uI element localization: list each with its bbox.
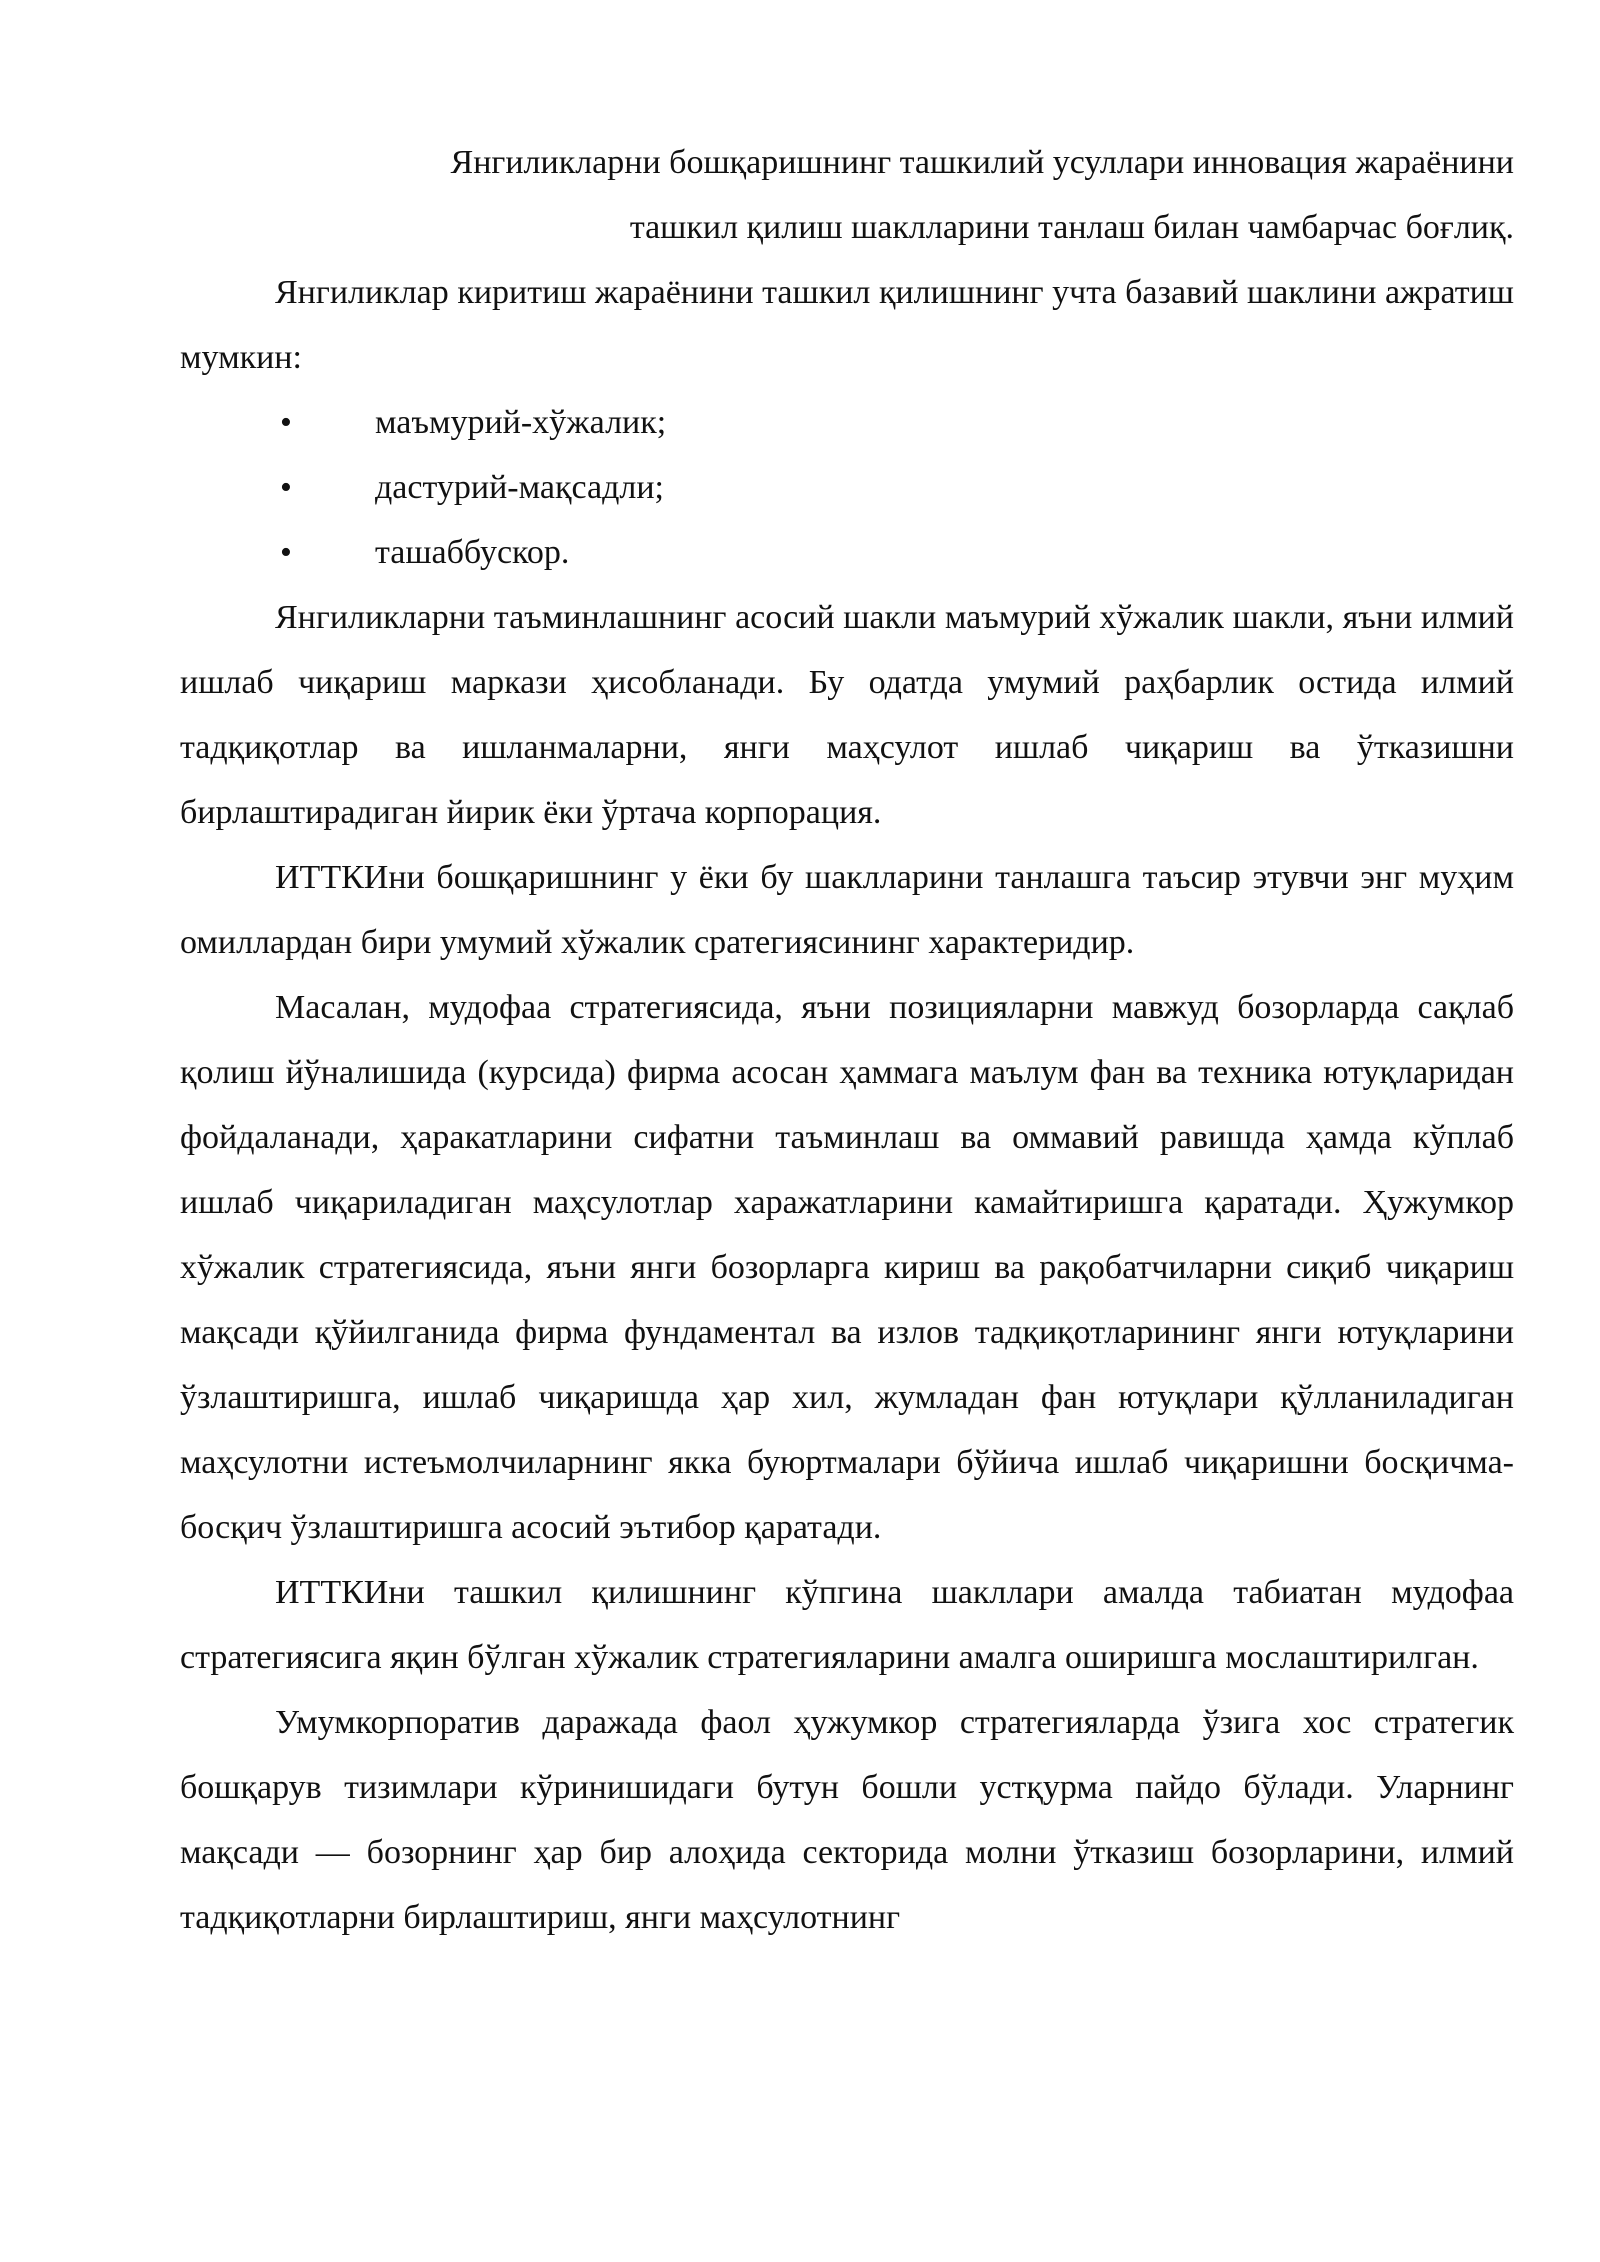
paragraph-forms-intro: Янгиликлар киритиш жараёнини ташкил қилишнинг учта базавий шаклини ажратиш мумкин: xyxy=(180,274,1514,376)
bullet-list xyxy=(180,390,1514,585)
bullet-marker: • xyxy=(280,404,292,441)
paragraph-strategy-factor: ИТТКИни бошқаришнинг у ёки бу шаклларини танлашга таъсир этувчи энг муҳим омиллардан бири умумий хўжалик сратегиясининг характеридир. xyxy=(180,859,1514,961)
paragraph-defense-strategy: Масалан, мудофаа стратегиясида, яъни позицияларни мавжуд бозорларда сақлаб қолиш йўналишида (курсида) фирма асосан ҳаммага маълум фан ва техника ютуқларидан фойдаланади, ҳаракатларини сифатни таъминлаш ва оммавий равишда ҳамда кўплаб ишлаб чиқариладиган маҳсулотлар харажатларини камайтиришга қаратади. Ҳужумкор хўжалик стратегиясида, яъни янги бозорларга кириш ва рақобатчиларни сиқиб чиқариш мақсади қўйилганида фирма фундаментал ва излов тадқиқотларининг янги ютуқларини ўзлаштиришга, ишлаб чиқаришда ҳар хил, жумладан фан ютуқлари қўлланиладиган маҳсулотни истеъмолчиларнинг якка буюртмалари бўйича ишлаб чиқаришни босқичма-босқич ўзлаштиришга асосий эътибор қаратади. xyxy=(180,989,1514,1546)
list-item xyxy=(180,390,1514,455)
intro-line-1: Янгиликларни бошқаришнинг ташкилий усуллари инновация жараёнини xyxy=(450,144,1514,181)
list-item xyxy=(180,520,1514,585)
bullet-marker: • xyxy=(280,469,292,506)
bullet-text: маъмурий-хўжалик; xyxy=(375,404,667,441)
bullet-text: ташаббускор. xyxy=(375,534,570,571)
document-page xyxy=(180,130,1514,1950)
paragraph-corporate-level: Умумкорпоратив даражада фаол ҳужумкор стратегияларда ўзига хос стратегик бошқарув тизимлари кўринишидаги бутун бошли устқурма пайдо бўлади. Уларнинг мақсади — бозорнинг ҳар бир алоҳида секторида молни ўтказиш бозорларини, илмий тадқиқотларни бирлаштириш, янги маҳсулотнинг xyxy=(180,1704,1514,1936)
list-item xyxy=(180,455,1514,520)
bullet-text: дастурий-мақсадли; xyxy=(375,469,664,506)
paragraph-adapted-forms: ИТТКИни ташкил қилишнинг кўпгина шакллари амалда табиатан мудофаа стратегиясига яқин бўлган хўжалик стратегияларини амалга оширишга мослаштирилган. xyxy=(180,1574,1514,1676)
intro-line-2: ташкил қилиш шаклларини танлаш билан чамбарчас боғлиқ. xyxy=(629,209,1514,246)
bullet-marker: • xyxy=(280,534,292,571)
paragraph-main-form: Янгиликларни таъминлашнинг асосий шакли маъмурий хўжалик шакли, яъни илмий ишлаб чиқариш маркази ҳисобланади. Бу одатда умумий раҳбарлик остида илмий тадқиқотлар ва ишланмаларни, янги маҳсулот ишлаб чиқариш ва ўтказишни бирлаштирадиган йирик ёки ўртача корпорация. xyxy=(180,599,1514,831)
